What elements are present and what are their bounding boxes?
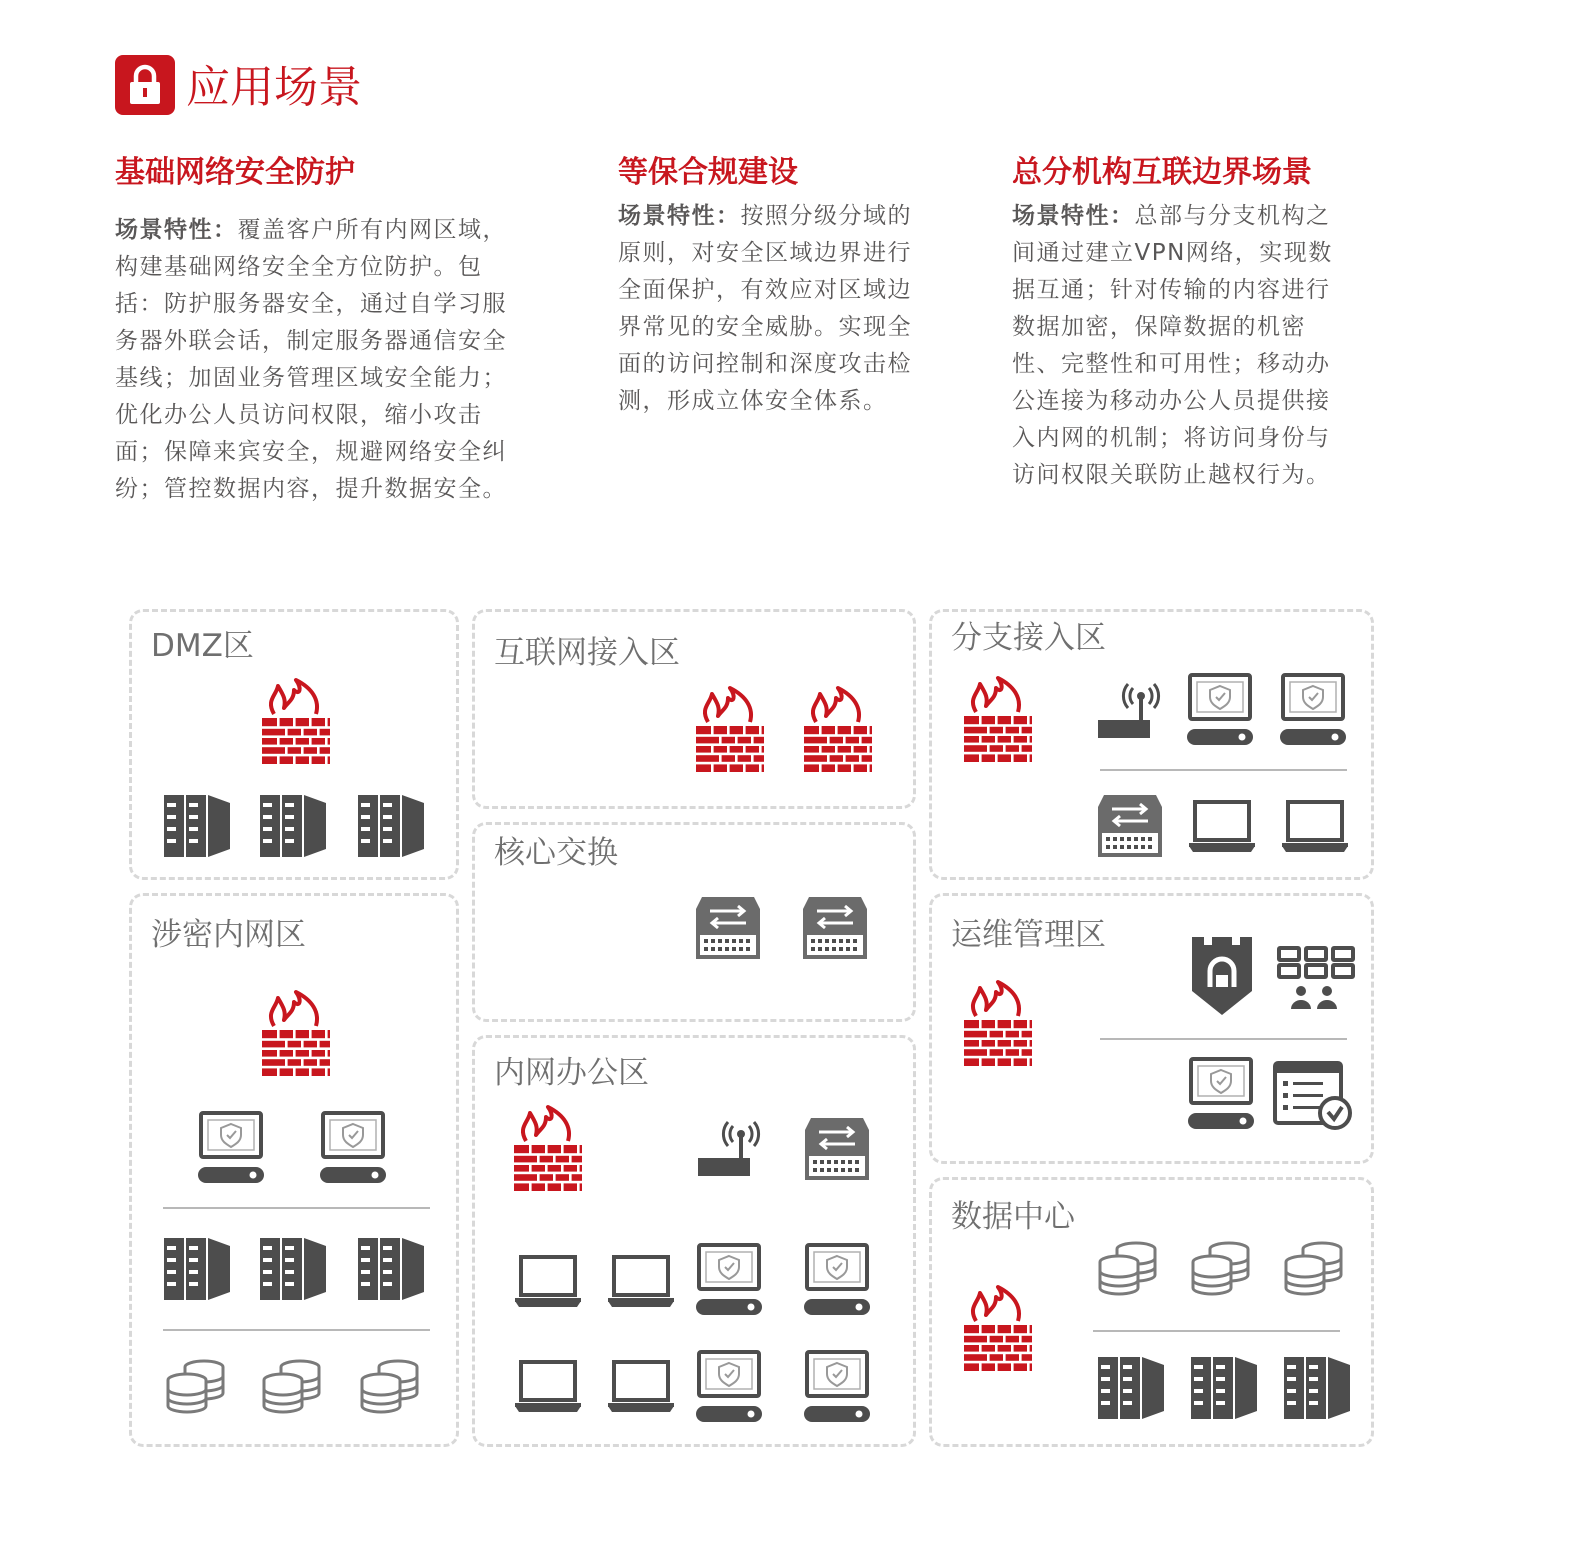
- network-switch-icon: [1098, 795, 1162, 857]
- laptop-icon: [1282, 800, 1348, 854]
- column-title-compliance: 等保合规建设: [618, 155, 798, 190]
- zone-label-secret: 涉密内网区: [151, 917, 306, 953]
- desktop-pc-icon: [320, 1111, 386, 1187]
- feature-body: 覆盖客户所有内网区域，构建基础网络安全全方位防护。包括：防护服务器安全，通过自学习服务器外联会话，制定服务器通信安全基线；加固业务管理区域安全能力；优化办公人员访问权限，缩小攻击面；保障来宾安全，规避网络安全纠纷；管控数据内容，提升数据安全。: [115, 217, 507, 502]
- server-rack-icon: [260, 1238, 326, 1300]
- firewall-icon: [512, 1105, 584, 1193]
- user-management-icon: [1275, 945, 1355, 1011]
- firewall-icon: [802, 686, 874, 774]
- zone-label-branch: 分支接入区: [951, 620, 1106, 656]
- divider: [163, 1329, 430, 1331]
- laptop-icon: [608, 1360, 674, 1414]
- divider: [163, 1207, 430, 1209]
- laptop-icon: [515, 1360, 581, 1414]
- feature-body: 按照分级分域的原则，对安全区域边界进行全面保护，有效应对区域边界常见的安全威胁。实现全面的访问控制和深度攻击检测，形成立体安全体系。: [618, 203, 912, 414]
- desktop-pc-icon: [696, 1243, 762, 1319]
- desktop-pc-icon: [1187, 673, 1253, 749]
- feature-body: 总部与分支机构之间通过建立VPN网络，实现数据互通；针对传输的内容进行数据加密，保障数据的机密性、完整性和可用性；移动办公连接为移动办公人员提供接入内网的机制；将访问身份与访问权限关联防止越权行为。: [1012, 203, 1333, 488]
- server-rack-icon: [1191, 1357, 1257, 1419]
- network-switch-icon: [696, 897, 760, 959]
- server-rack-icon: [164, 795, 230, 857]
- server-rack-icon: [1284, 1357, 1350, 1419]
- firewall-icon: [962, 676, 1034, 764]
- desktop-pc-icon: [1188, 1057, 1254, 1133]
- zone-label-office: 内网办公区: [494, 1055, 649, 1091]
- database-icon: [262, 1358, 322, 1416]
- column-text-branch: [1012, 198, 1352, 494]
- feature-label: 场景特性：: [115, 217, 238, 243]
- wireless-router-icon: [698, 1122, 762, 1178]
- server-rack-icon: [164, 1238, 230, 1300]
- laptop-icon: [608, 1255, 674, 1309]
- section-title: 应用场景: [186, 62, 362, 113]
- feature-label: 场景特性：: [618, 203, 741, 229]
- firewall-icon: [962, 980, 1034, 1068]
- bastion-host-icon: [1190, 937, 1254, 1017]
- desktop-pc-icon: [1280, 673, 1346, 749]
- column-text-compliance: [618, 198, 930, 420]
- firewall-icon: [694, 686, 766, 774]
- laptop-icon: [1189, 800, 1255, 854]
- database-icon: [360, 1358, 420, 1416]
- zone-label-core: 核心交换: [494, 835, 618, 871]
- database-icon: [1098, 1240, 1158, 1298]
- column-text-basic: [115, 212, 525, 508]
- divider: [1100, 1038, 1347, 1040]
- column-title-branch: 总分机构互联边界场景: [1012, 155, 1312, 190]
- network-switch-icon: [805, 1118, 869, 1180]
- wireless-router-icon: [1098, 684, 1162, 740]
- server-rack-icon: [260, 795, 326, 857]
- column-title-basic: 基础网络安全防护: [115, 155, 355, 190]
- desktop-pc-icon: [198, 1111, 264, 1187]
- zone-label-ops: 运维管理区: [951, 917, 1106, 953]
- lock-icon: [115, 55, 175, 115]
- firewall-icon: [260, 678, 332, 766]
- feature-label: 场景特性：: [1012, 203, 1135, 229]
- database-icon: [1284, 1240, 1344, 1298]
- server-rack-icon: [1098, 1357, 1164, 1419]
- zone-label-dmz: DMZ区: [151, 628, 254, 664]
- firewall-icon: [260, 990, 332, 1078]
- desktop-pc-icon: [804, 1243, 870, 1319]
- divider: [1100, 769, 1347, 771]
- desktop-pc-icon: [696, 1350, 762, 1426]
- server-rack-icon: [358, 1238, 424, 1300]
- laptop-icon: [515, 1255, 581, 1309]
- desktop-pc-icon: [804, 1350, 870, 1426]
- network-switch-icon: [803, 897, 867, 959]
- server-rack-icon: [358, 795, 424, 857]
- audit-log-icon: [1273, 1061, 1355, 1131]
- zone-label-datacenter: 数据中心: [951, 1199, 1075, 1235]
- database-icon: [1191, 1240, 1251, 1298]
- divider: [1093, 1330, 1340, 1332]
- firewall-icon: [962, 1285, 1034, 1373]
- database-icon: [166, 1358, 226, 1416]
- zone-label-internet: 互联网接入区: [494, 635, 680, 671]
